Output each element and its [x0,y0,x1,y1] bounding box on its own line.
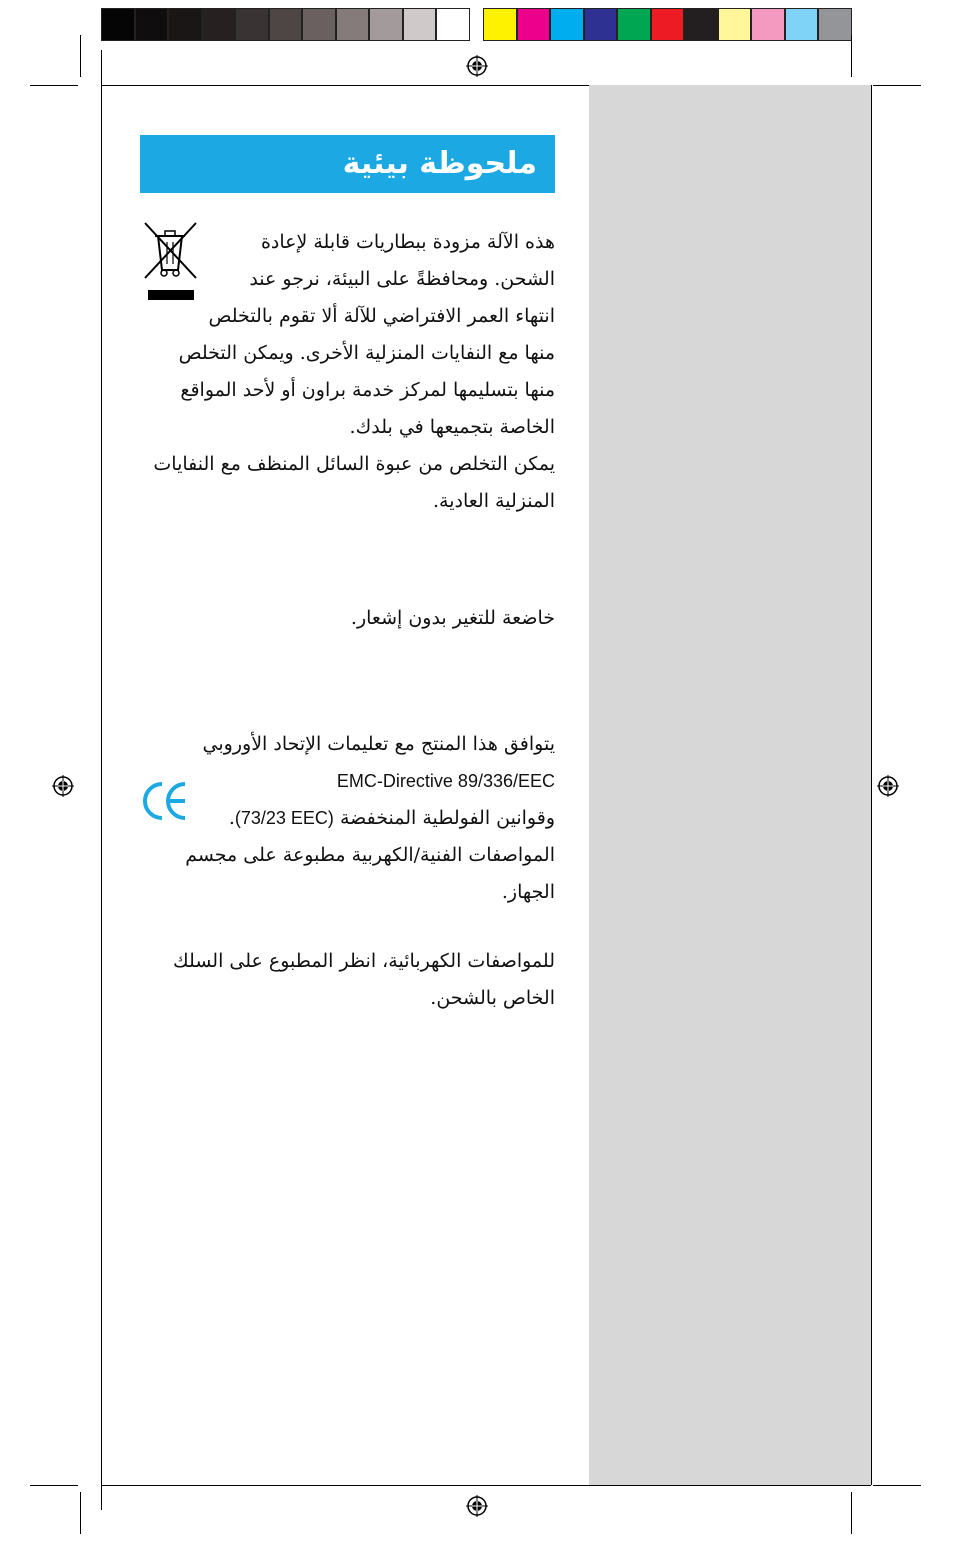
color-swatch [684,8,718,41]
text-line: منها مع النفايات المنزلية الأخرى. ويمكن التخلص [178,342,555,364]
color-swatch [517,8,551,41]
gray-swatch [436,8,470,41]
text-line [140,800,555,837]
gray-swatch [135,8,169,41]
color-swatch [483,8,517,41]
crop-mark [871,85,872,1485]
crop-mark [101,1485,871,1486]
text-line: الشحن. ومحافظةً على البيئة، نرجو عند [249,268,555,290]
gray-swatch [369,8,403,41]
side-panel [589,85,871,1485]
voltage-text: وقوانين الفولطية المنخفضة [339,807,555,829]
section-heading: ملحوظة بيئية [140,135,555,193]
gray-swatch [336,8,370,41]
text-line: هذه الآلة مزودة ببطاريات قابلة لإعادة [260,231,555,253]
gray-swatch [302,8,336,41]
crop-mark [30,1485,78,1486]
crop-mark [80,35,81,77]
electrical-spec-paragraph [140,943,555,1017]
text-line: الجهاز. [501,881,555,903]
gray-swatch [202,8,236,41]
color-swatch [785,8,819,41]
crop-mark [101,50,102,1510]
color-swatch [751,8,785,41]
registration-mark-icon [877,775,899,797]
registration-mark-icon [466,55,488,77]
gray-swatch [269,8,303,41]
color-swatch [550,8,584,41]
grayscale-calibration-bar [101,8,470,41]
change-notice: خاضعة للتغير بدون إشعار. [350,607,555,629]
crop-mark [851,1492,852,1534]
color-swatch [718,8,752,41]
text-line [140,763,555,800]
gray-swatch [168,8,202,41]
text-line: للمواصفات الكهربائية، انظر المطبوع على السلك [173,950,555,972]
crop-mark [873,85,921,86]
text-line: يمكن التخلص من عبوة السائل المنظف مع النفايات [153,453,555,475]
color-swatch [818,8,852,41]
registration-mark-icon [466,1495,488,1517]
text-line: منها بتسليمها لمركز خدمة براون أو لأحد المواقع [180,379,555,401]
directive-code: EMC-Directive 89/336/EEC [336,771,555,791]
color-calibration-bar [483,8,852,41]
color-swatch [617,8,651,41]
crop-mark [80,1492,81,1534]
text-line: انتهاء العمر الافتراضي للآلة ألا تقوم بالتخلص [208,305,555,327]
gray-swatch [403,8,437,41]
text-line: الخاصة بتجميعها في بلدك. [349,416,555,438]
color-swatch [651,8,685,41]
crop-mark [30,85,78,86]
crop-mark [873,1485,921,1486]
gray-swatch [235,8,269,41]
voltage-code: (73/23 EEC) [234,808,334,828]
environment-paragraph [140,224,555,520]
gray-swatch [101,8,135,41]
eu-compliance-paragraph [140,726,555,911]
text-line: المنزلية العادية. [432,490,555,512]
text-line: الخاص بالشحن. [430,987,555,1009]
line-end: . [228,807,235,829]
crop-mark [851,35,852,77]
color-swatch [584,8,618,41]
text-line: يتوافق هذا المنتج مع تعليمات الإتحاد الأوروبي [202,733,555,755]
text-line: المواصفات الفنية/الكهربية مطبوعة على مجسم [185,844,555,866]
registration-mark-icon [52,775,74,797]
